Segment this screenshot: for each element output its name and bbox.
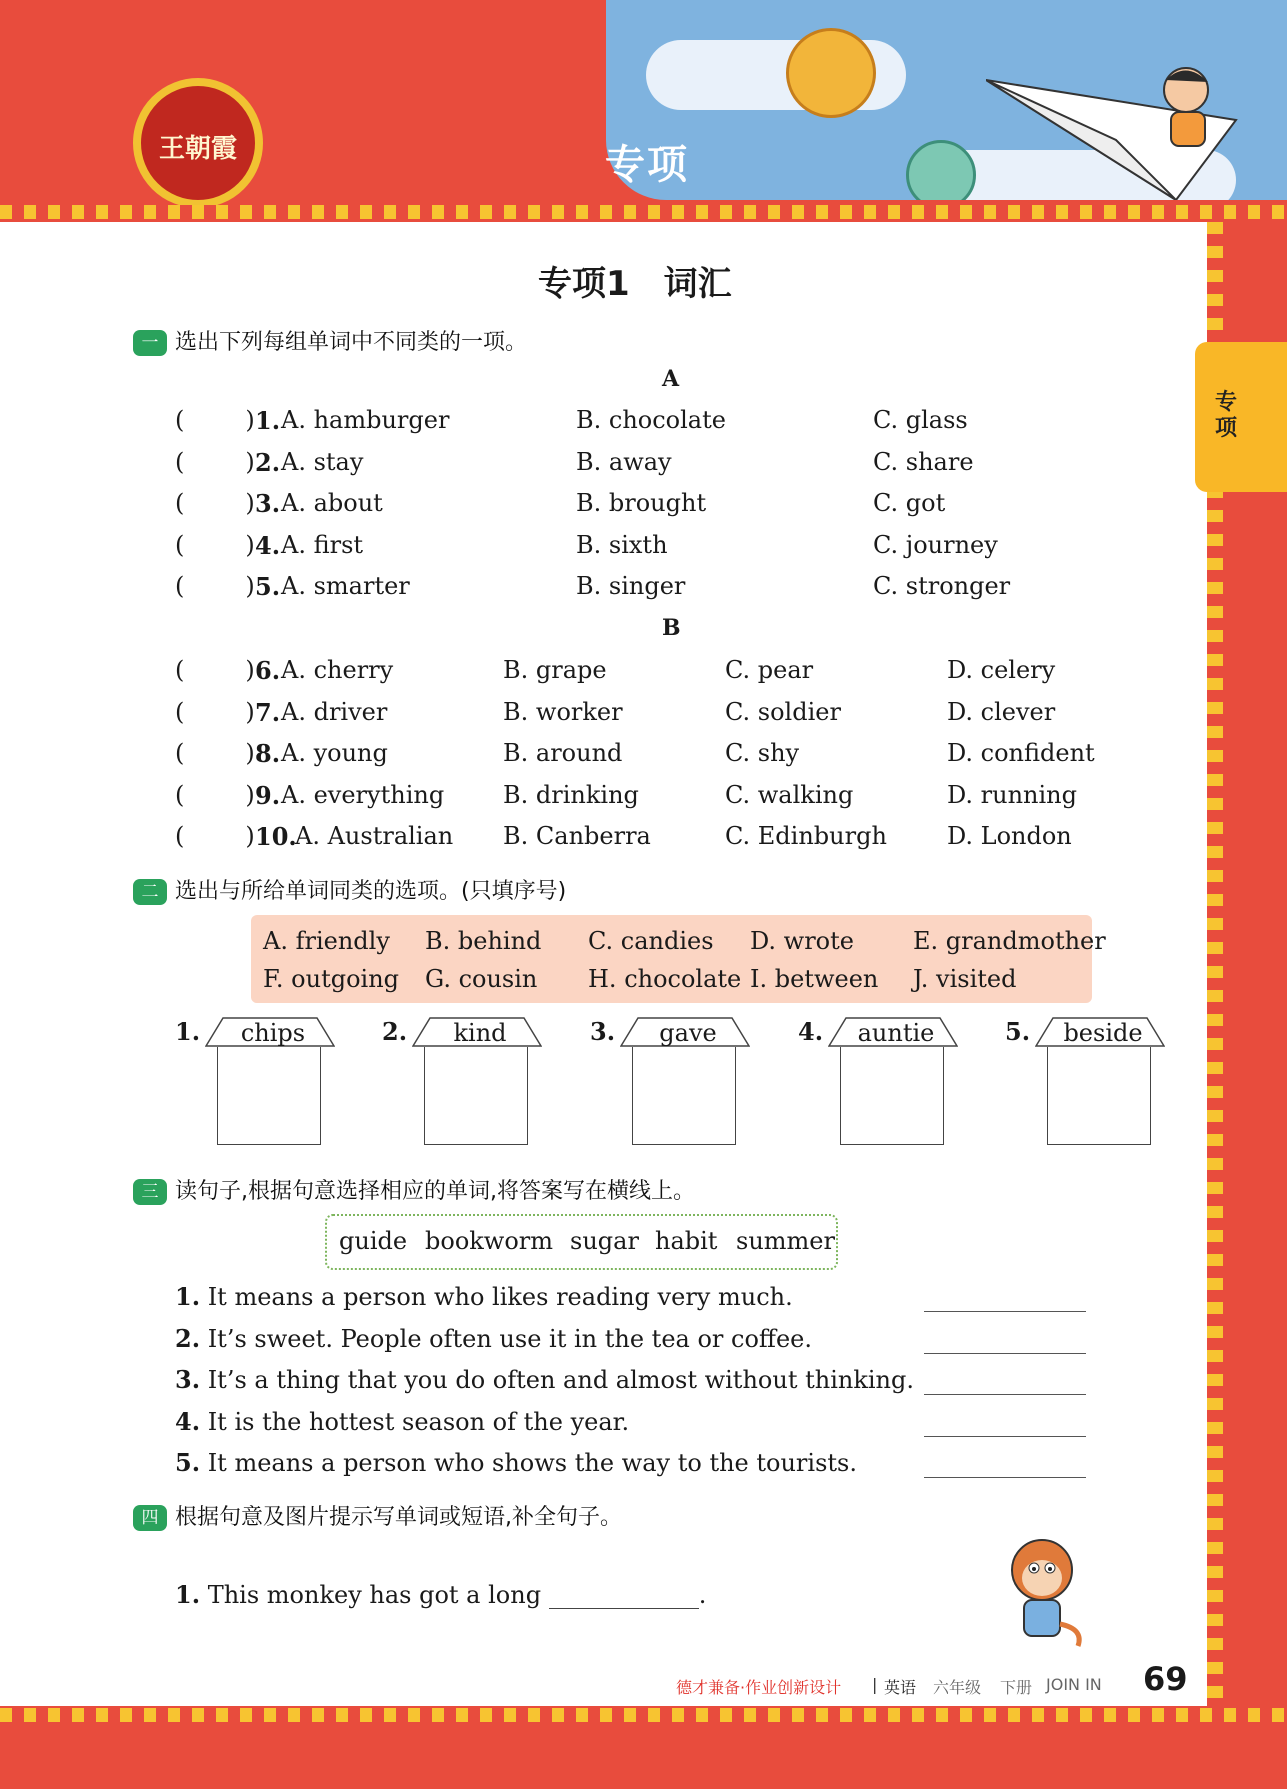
footer-separator: | <box>872 1675 878 1694</box>
sentence-number: 4. <box>175 1406 201 1436</box>
sentence-number: 2. <box>175 1323 201 1353</box>
option-c: C. journey <box>873 530 998 559</box>
sentence-text: It means a person who likes reading very much. <box>207 1283 793 1311</box>
footer-series: 德才兼备·作业创新设计 <box>676 1678 842 1697</box>
option-b: B. Canberra <box>503 822 651 850</box>
section-2-heading <box>133 874 566 905</box>
answer-parentheses[interactable]: ( ) <box>175 697 255 726</box>
option-c: C. soldier <box>725 697 841 726</box>
question-number: 1. <box>175 1017 201 1046</box>
options-box <box>251 915 1106 1003</box>
side-tab <box>1195 342 1287 492</box>
option-c: C. glass <box>873 406 968 434</box>
option-c: C. got <box>873 489 946 517</box>
answer-house <box>798 1017 973 1151</box>
answer-parentheses[interactable]: ( ) <box>175 822 255 850</box>
question-number: 1. <box>255 406 281 435</box>
option-c: C. shy <box>725 739 800 767</box>
option-c: C. stronger <box>873 572 1011 600</box>
option-d: D. celery <box>947 656 1056 684</box>
option: I. between <box>750 965 879 993</box>
sentence-number: 1. <box>175 1282 201 1311</box>
option-b: B. worker <box>503 697 623 726</box>
option-d: D. running <box>947 780 1077 809</box>
option-b: B. chocolate <box>576 406 726 434</box>
sentence-text: It is the hottest season of the year. <box>207 1407 630 1436</box>
option-c: C. walking <box>725 780 854 809</box>
page-title: 专项1 词汇 <box>538 264 732 304</box>
option-b: B. around <box>503 739 623 767</box>
side-tab-label: 专项 <box>1215 390 1238 441</box>
question-number: 3. <box>255 489 281 518</box>
section-instruction: 根据句意及图片提示写单词或短语,补全句子。 <box>175 1505 622 1530</box>
option-a: A. Australian <box>295 822 454 850</box>
planet-icon <box>786 28 876 118</box>
question-number: 5. <box>255 572 281 601</box>
option-c: C. Edinburgh <box>725 822 887 850</box>
option-c: C. pear <box>725 656 814 684</box>
word-bank-item: bookworm <box>425 1227 554 1255</box>
option: J. visited <box>913 965 1017 993</box>
sentence-number: 5. <box>175 1448 201 1477</box>
answer-house <box>382 1017 557 1151</box>
section-instruction: 读句子,根据句意选择相应的单词,将答案写在横线上。 <box>175 1179 695 1204</box>
word-bank-item: summer <box>736 1227 835 1255</box>
answer-line[interactable] <box>924 1476 1086 1478</box>
option-d: D. confident <box>947 739 1095 767</box>
answer-parentheses[interactable]: ( ) <box>175 530 255 559</box>
given-word: beside <box>1063 1019 1143 1047</box>
word-bank-item: sugar <box>570 1227 639 1255</box>
answer-parentheses[interactable]: ( ) <box>175 489 255 517</box>
group-label: A <box>662 366 680 392</box>
option: D. wrote <box>750 927 854 955</box>
footer-edition: JOIN IN <box>1046 1675 1102 1694</box>
question-number: 4. <box>798 1017 824 1046</box>
sentence <box>175 1365 914 1394</box>
header-illustration <box>606 0 1287 200</box>
option-a: A. young <box>281 739 388 767</box>
decorative-border-bottom <box>0 1708 1287 1722</box>
question-number: 8. <box>255 739 281 768</box>
fill-in-sentence: 1. This monkey has got a long . <box>175 1580 707 1609</box>
answer-parentheses[interactable]: ( ) <box>175 406 255 434</box>
sentence-text: It’s a thing that you do often and almost without thinking. <box>207 1366 914 1394</box>
section-number: 一 <box>133 330 167 356</box>
option-b: B. grape <box>503 656 607 684</box>
answer-parentheses[interactable]: ( ) <box>175 572 255 600</box>
answer-house <box>175 1017 350 1151</box>
group-label: B <box>662 615 681 641</box>
paper-plane-icon <box>986 60 1246 200</box>
question-number: 6. <box>255 656 281 685</box>
sentence <box>175 1448 857 1477</box>
word-bank-item: habit <box>655 1227 718 1255</box>
answer-parentheses[interactable]: ( ) <box>175 739 255 767</box>
given-word: gave <box>659 1019 717 1047</box>
sentence <box>175 1282 793 1311</box>
option-a: A. hamburger <box>281 406 450 434</box>
answer-box[interactable] <box>217 1047 321 1145</box>
footer-subject: 英语 <box>884 1678 917 1697</box>
option-b: B. away <box>576 447 672 476</box>
word-bank <box>325 1214 838 1270</box>
answer-box[interactable] <box>632 1047 736 1145</box>
option-b: B. drinking <box>503 780 639 809</box>
option: F. outgoing <box>263 965 400 993</box>
answer-line[interactable] <box>924 1435 1086 1437</box>
option-c: C. share <box>873 447 974 476</box>
given-word: chips <box>240 1019 306 1047</box>
question-number: 9. <box>255 780 281 810</box>
sentence-number: 3. <box>175 1365 201 1394</box>
answer-house <box>1005 1017 1180 1151</box>
option: G. cousin <box>425 965 538 993</box>
section-number: 二 <box>133 879 167 905</box>
option-b: B. sixth <box>576 530 668 559</box>
option: A. friendly <box>263 927 390 955</box>
publisher-logo: 王朝霞 <box>133 78 263 208</box>
option: E. grandmother <box>913 927 1106 955</box>
option: B. behind <box>425 927 542 955</box>
given-word: kind <box>453 1019 507 1047</box>
header-title: 专项 <box>605 142 689 188</box>
answer-line[interactable] <box>924 1310 1086 1312</box>
section-1-heading <box>133 325 527 356</box>
question-number: 2. <box>255 447 281 477</box>
option: C. candies <box>588 927 714 955</box>
page-number: 69 <box>1143 1660 1188 1698</box>
word-bank-item: guide <box>339 1227 408 1255</box>
section-instruction: 选出与所给单词同类的选项。(只填序号) <box>175 879 567 904</box>
option-b: B. brought <box>576 489 707 517</box>
sentence <box>175 1324 812 1353</box>
option-b: B. singer <box>576 572 686 600</box>
decorative-border-top <box>0 205 1287 219</box>
option-d: D. London <box>947 822 1072 850</box>
question-number: 5. <box>1005 1017 1031 1046</box>
option-a: A. about <box>281 489 383 517</box>
option-a: A. everything <box>281 780 445 809</box>
question-number: 10. <box>255 822 297 851</box>
option-d: D. clever <box>947 697 1056 726</box>
option-a: A. cherry <box>281 656 394 684</box>
footer-grade: 六年级 <box>933 1678 982 1697</box>
answer-line[interactable] <box>924 1352 1086 1354</box>
answer-line[interactable] <box>924 1393 1086 1395</box>
option: H. chocolate <box>588 965 742 993</box>
section-3-heading <box>133 1174 695 1205</box>
given-word: auntie <box>857 1019 935 1047</box>
answer-box[interactable] <box>1047 1047 1151 1145</box>
option-a: A. driver <box>281 697 388 726</box>
option-a: A. first <box>281 530 364 559</box>
section-number: 三 <box>133 1179 167 1205</box>
question-number: 2. <box>382 1017 408 1046</box>
answer-parentheses[interactable]: ( ) <box>175 447 255 476</box>
answer-house <box>590 1017 765 1151</box>
sentence-text: It means a person who shows the way to the tourists. <box>207 1449 857 1477</box>
section-4-heading <box>133 1500 622 1531</box>
question-number: 3. <box>590 1017 616 1046</box>
section-instruction: 选出下列每组单词中不同类的一项。 <box>175 330 528 355</box>
answer-blank[interactable] <box>549 1584 699 1609</box>
footer-volume: 下册 <box>1000 1678 1033 1697</box>
answer-parentheses[interactable]: ( ) <box>175 780 255 809</box>
option-a: A. smarter <box>281 572 410 600</box>
option-a: A. stay <box>281 447 364 476</box>
answer-parentheses[interactable]: ( ) <box>175 656 255 684</box>
section-number: 四 <box>133 1505 167 1531</box>
sentence-text: It’s sweet. People often use it in the tea or coffee. <box>207 1324 812 1353</box>
question-number: 4. <box>255 530 281 560</box>
monkey-icon <box>994 1534 1090 1654</box>
sentence <box>175 1407 629 1436</box>
planet-icon <box>906 140 976 200</box>
question-number: 7. <box>255 697 281 727</box>
answer-box[interactable] <box>424 1047 528 1145</box>
answer-box[interactable] <box>840 1047 944 1145</box>
